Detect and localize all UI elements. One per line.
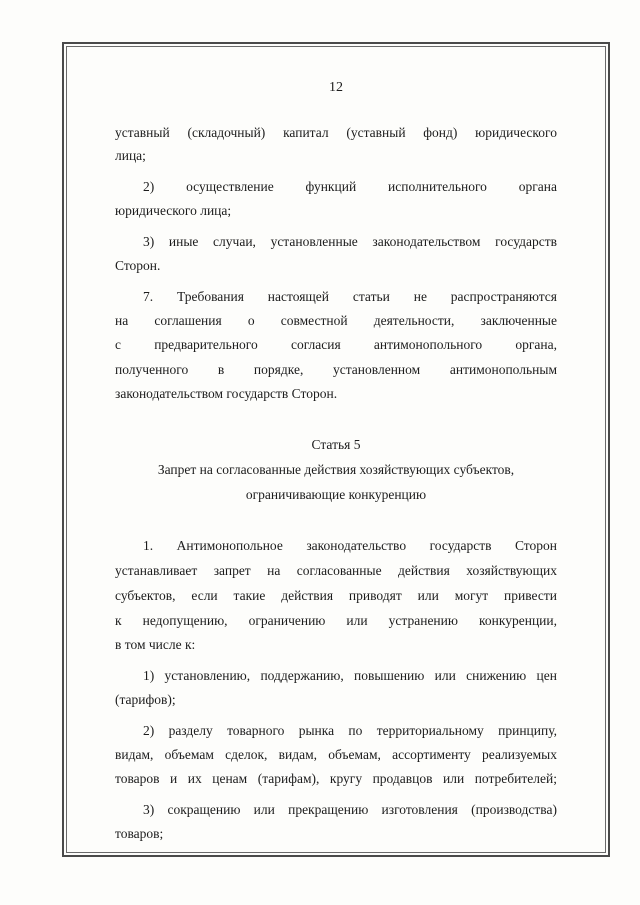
text-line: видам, объемам сделок, видам, объемам, ассортименту реализуемых (115, 747, 557, 762)
text-line: 1) установлению, поддержанию, повышению или снижению цен (143, 668, 557, 683)
text-line: 2) разделу товарного рынка по территориальному принципу, (143, 723, 557, 738)
text-line: товаров и их ценам (тарифам), кругу продавцов или потребителей; (115, 771, 557, 786)
text-line: в том числе к: (115, 637, 196, 652)
page-number: 12 (329, 80, 343, 95)
article-title: Запрет на согласованные действия хозяйствующих субъектов, (157, 462, 515, 477)
text-line: законодательством государств Сторон. (115, 386, 338, 401)
text-line: 7. Требования настоящей статьи не распространяются (143, 289, 557, 304)
text-line: 3) сокращению или прекращению изготовления (производства) (143, 802, 557, 817)
text-line: 1. Антимонопольное законодательство государств Сторон (143, 538, 557, 553)
article-title: ограничивающие конкуренцию (245, 487, 427, 502)
text-line: 2) осуществление функций исполнительного органа (143, 179, 557, 194)
text-line: (тарифов); (115, 692, 176, 707)
text-line: устанавливает запрет на согласованные действия хозяйствующих (115, 563, 557, 578)
text-line: на соглашения о совместной деятельности, заключенные (115, 313, 557, 328)
text-line: к недопущению, ограничению или устранению конкуренции, (115, 613, 557, 628)
text-line: с предварительного согласия антимонопольного органа, (115, 337, 557, 352)
text-line: уставный (складочный) капитал (уставный фонд) юридического (115, 125, 557, 140)
text-line: 3) иные случаи, установленные законодательством государств (143, 234, 557, 249)
article-heading: Статья 5 (311, 437, 361, 452)
text-line: субъектов, если такие действия приводят или могут привести (115, 588, 557, 603)
text-line: товаров; (115, 826, 164, 841)
text-line: лица; (115, 148, 146, 163)
text-line: юридического лица; (115, 203, 232, 218)
text-line: Сторон. (115, 258, 161, 273)
text-line: полученного в порядке, установленном антимонопольным (115, 362, 557, 377)
